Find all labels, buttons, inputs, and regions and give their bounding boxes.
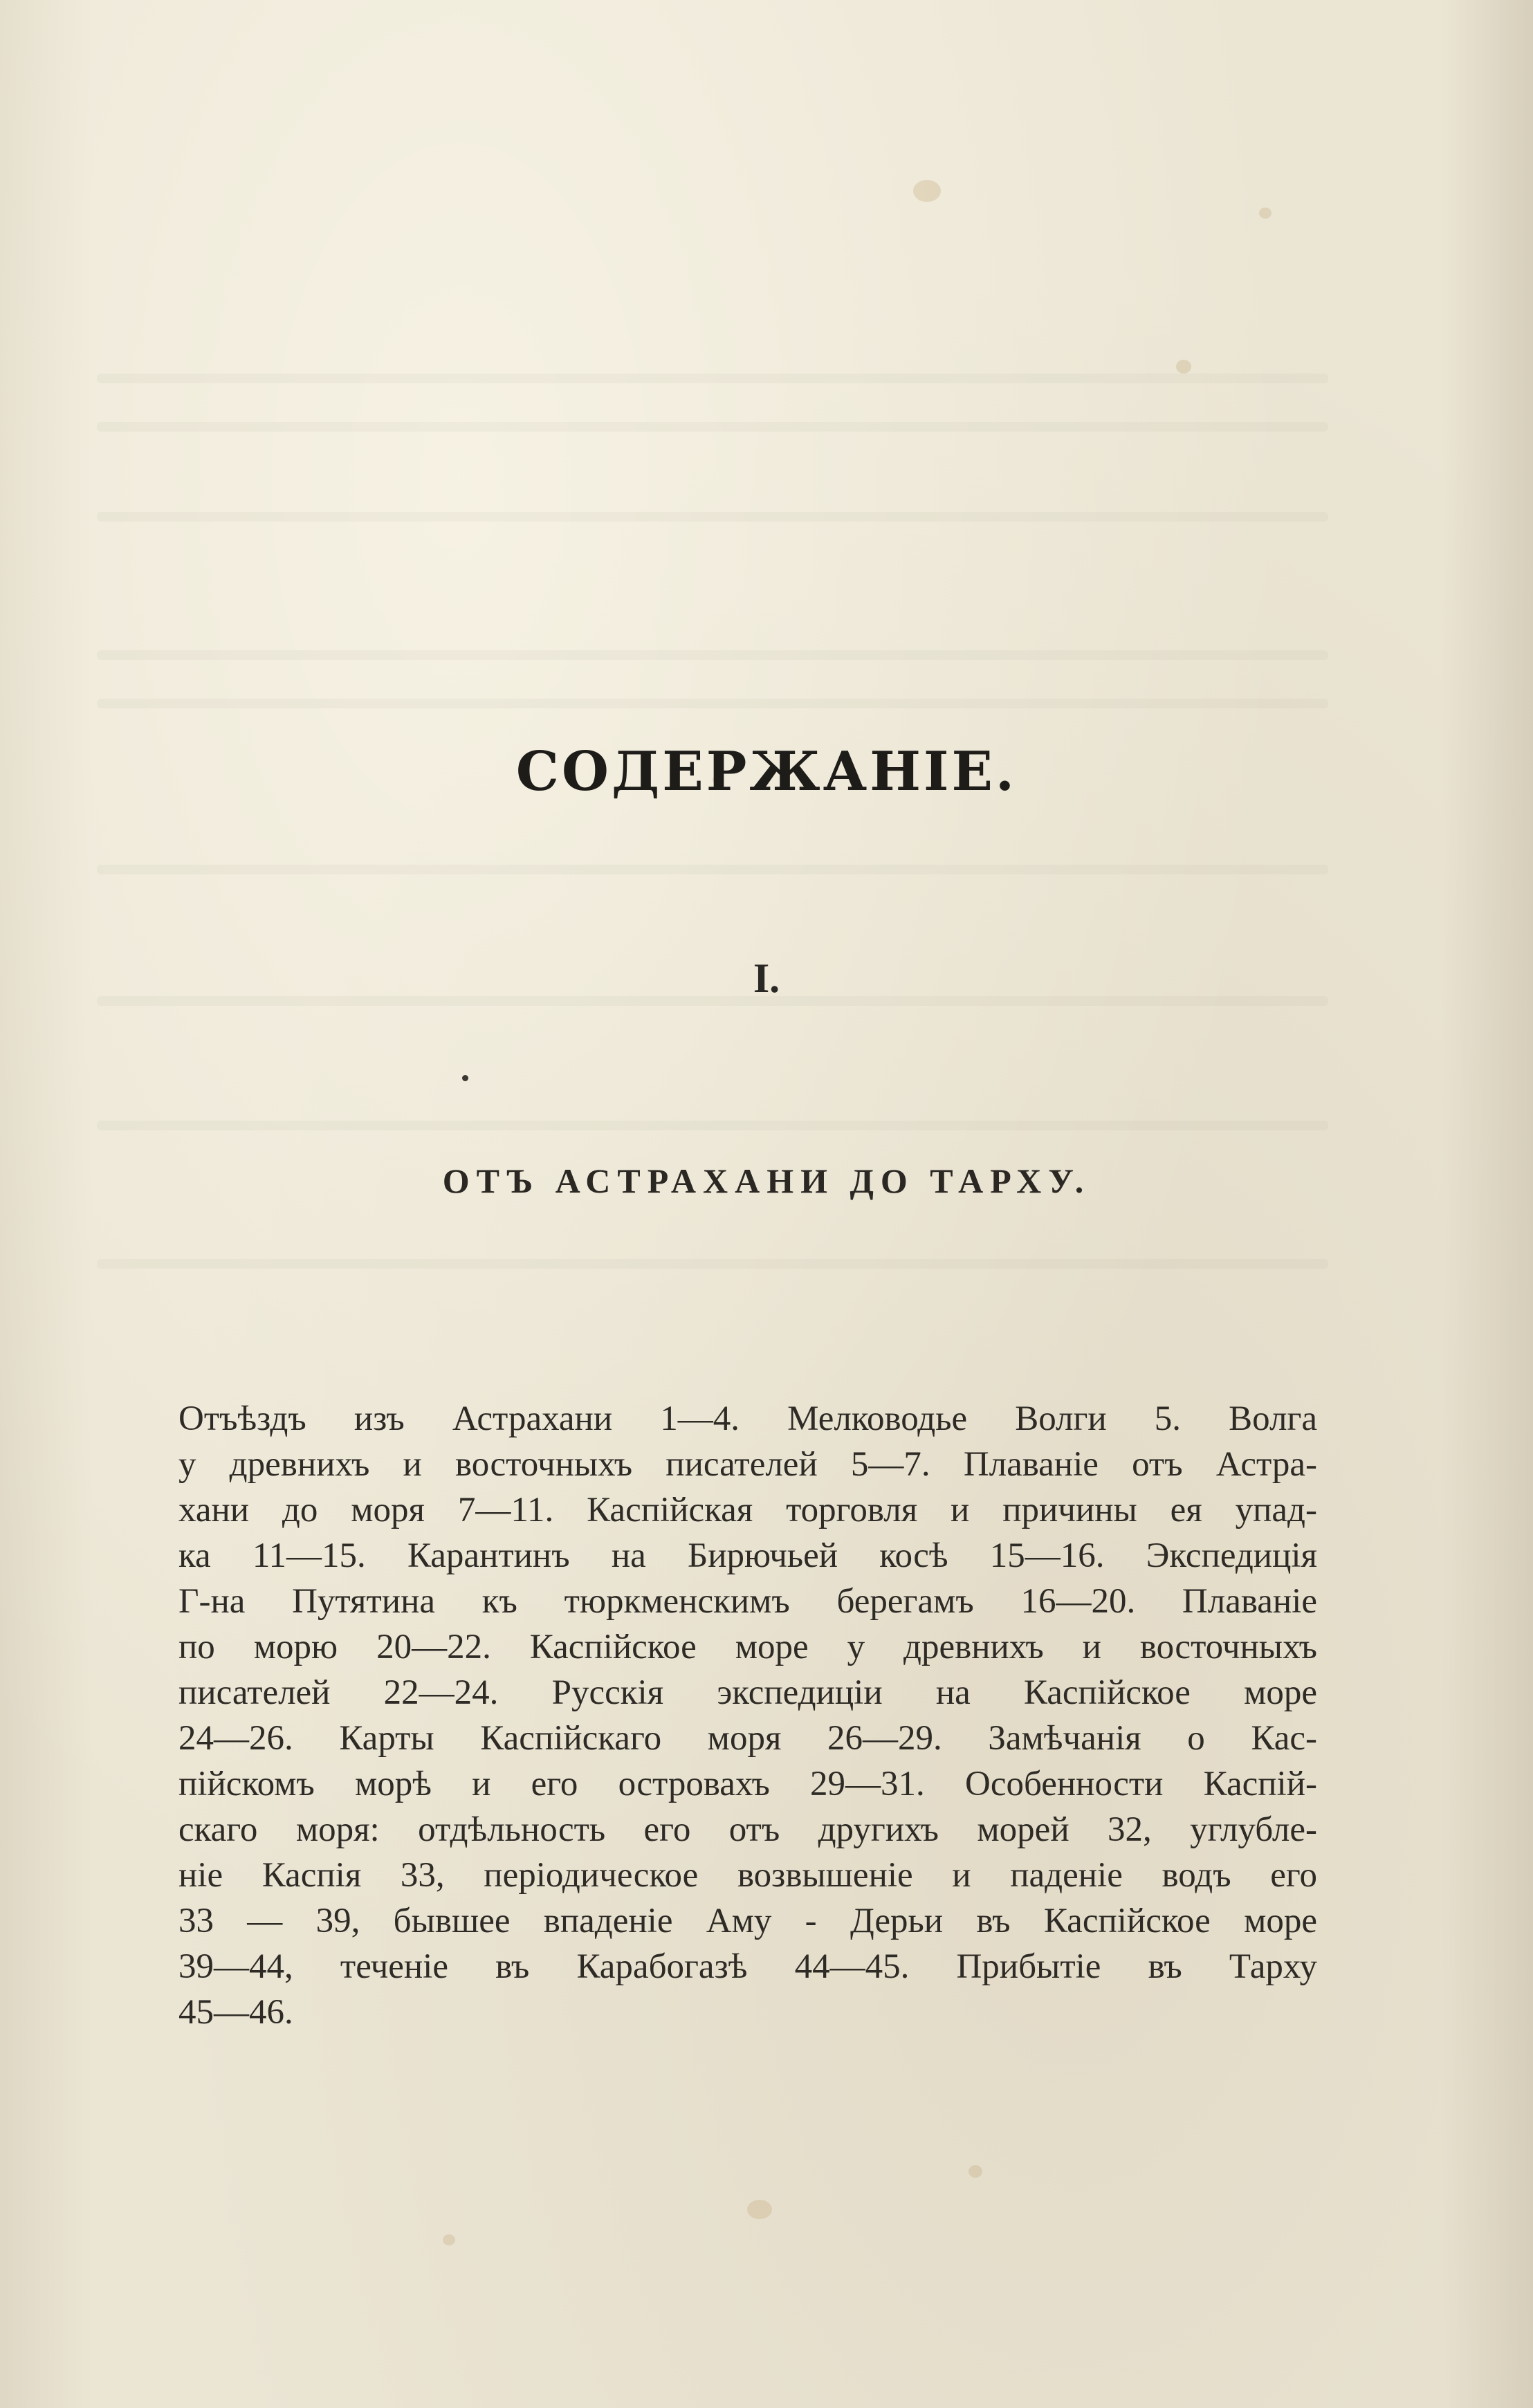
paper-stain: [443, 2234, 455, 2245]
summary-line: хани до моря 7—11. Каспійская торговля и причины ея упад-: [178, 1491, 1317, 1529]
show-through-line: [97, 422, 1328, 432]
summary-line: 33 — 39, бывшее впаденіе Аму - Дерьи въ Каспійское море: [178, 1902, 1317, 1940]
summary-line: ка 11—15. Карантинъ на Бирючьей косѣ 15—16. Экспедиція: [178, 1536, 1317, 1575]
show-through-line: [97, 699, 1328, 708]
part-number: I.: [753, 955, 780, 1001]
chapter-title: ОТЪ АСТРАХАНИ ДО ТАРХУ.: [442, 1161, 1091, 1200]
summary-line: ніе Каспія 33, періодическое возвышеніе и паденіе водъ его: [178, 1856, 1317, 1895]
summary-line: пійскомъ морѣ и его островахъ 29—31. Особенности Каспій-: [178, 1765, 1317, 1803]
summary-line: по морю 20—22. Каспійское море у древнихъ и восточныхъ: [178, 1628, 1317, 1666]
summary-line: Отъѣздъ изъ Астрахани 1—4. Мелководье Волги 5. Волга: [178, 1399, 1317, 1438]
ornament-dot: [462, 1075, 468, 1081]
summary-line: 24—26. Карты Каспійскаго моря 26—29. Замѣчанія о Кас-: [178, 1719, 1317, 1758]
chapter-summary: [178, 1396, 1317, 2035]
show-through-line: [97, 374, 1328, 383]
summary-line: 39—44, теченіе въ Карабогазѣ 44—45. Прибытіе въ Тарху: [178, 1947, 1317, 1986]
paper-stain: [1176, 360, 1191, 374]
paper-stain: [1259, 208, 1272, 219]
show-through-line: [97, 1259, 1328, 1269]
show-through-line: [97, 865, 1328, 874]
summary-line: писателей 22—24. Русскія экспедиціи на Каспійское море: [178, 1673, 1317, 1712]
summary-line: 45—46.: [178, 1993, 293, 2032]
show-through-line: [97, 650, 1328, 660]
paper-stain: [747, 2200, 772, 2219]
show-through-line: [97, 1121, 1328, 1130]
page-title: СОДЕРЖАНІЕ.: [515, 740, 1018, 803]
show-through-line: [97, 512, 1328, 522]
summary-line: Г-на Путятина къ тюркменскимъ берегамъ 16—20. Плаваніе: [178, 1582, 1317, 1621]
summary-line: скаго моря: отдѣльность его отъ другихъ морей 32, углубле-: [178, 1810, 1317, 1849]
summary-line: у древнихъ и восточныхъ писателей 5—7. Плаваніе отъ Астра-: [178, 1445, 1317, 1484]
paper-stain: [913, 180, 941, 202]
paper-stain: [969, 2165, 982, 2178]
